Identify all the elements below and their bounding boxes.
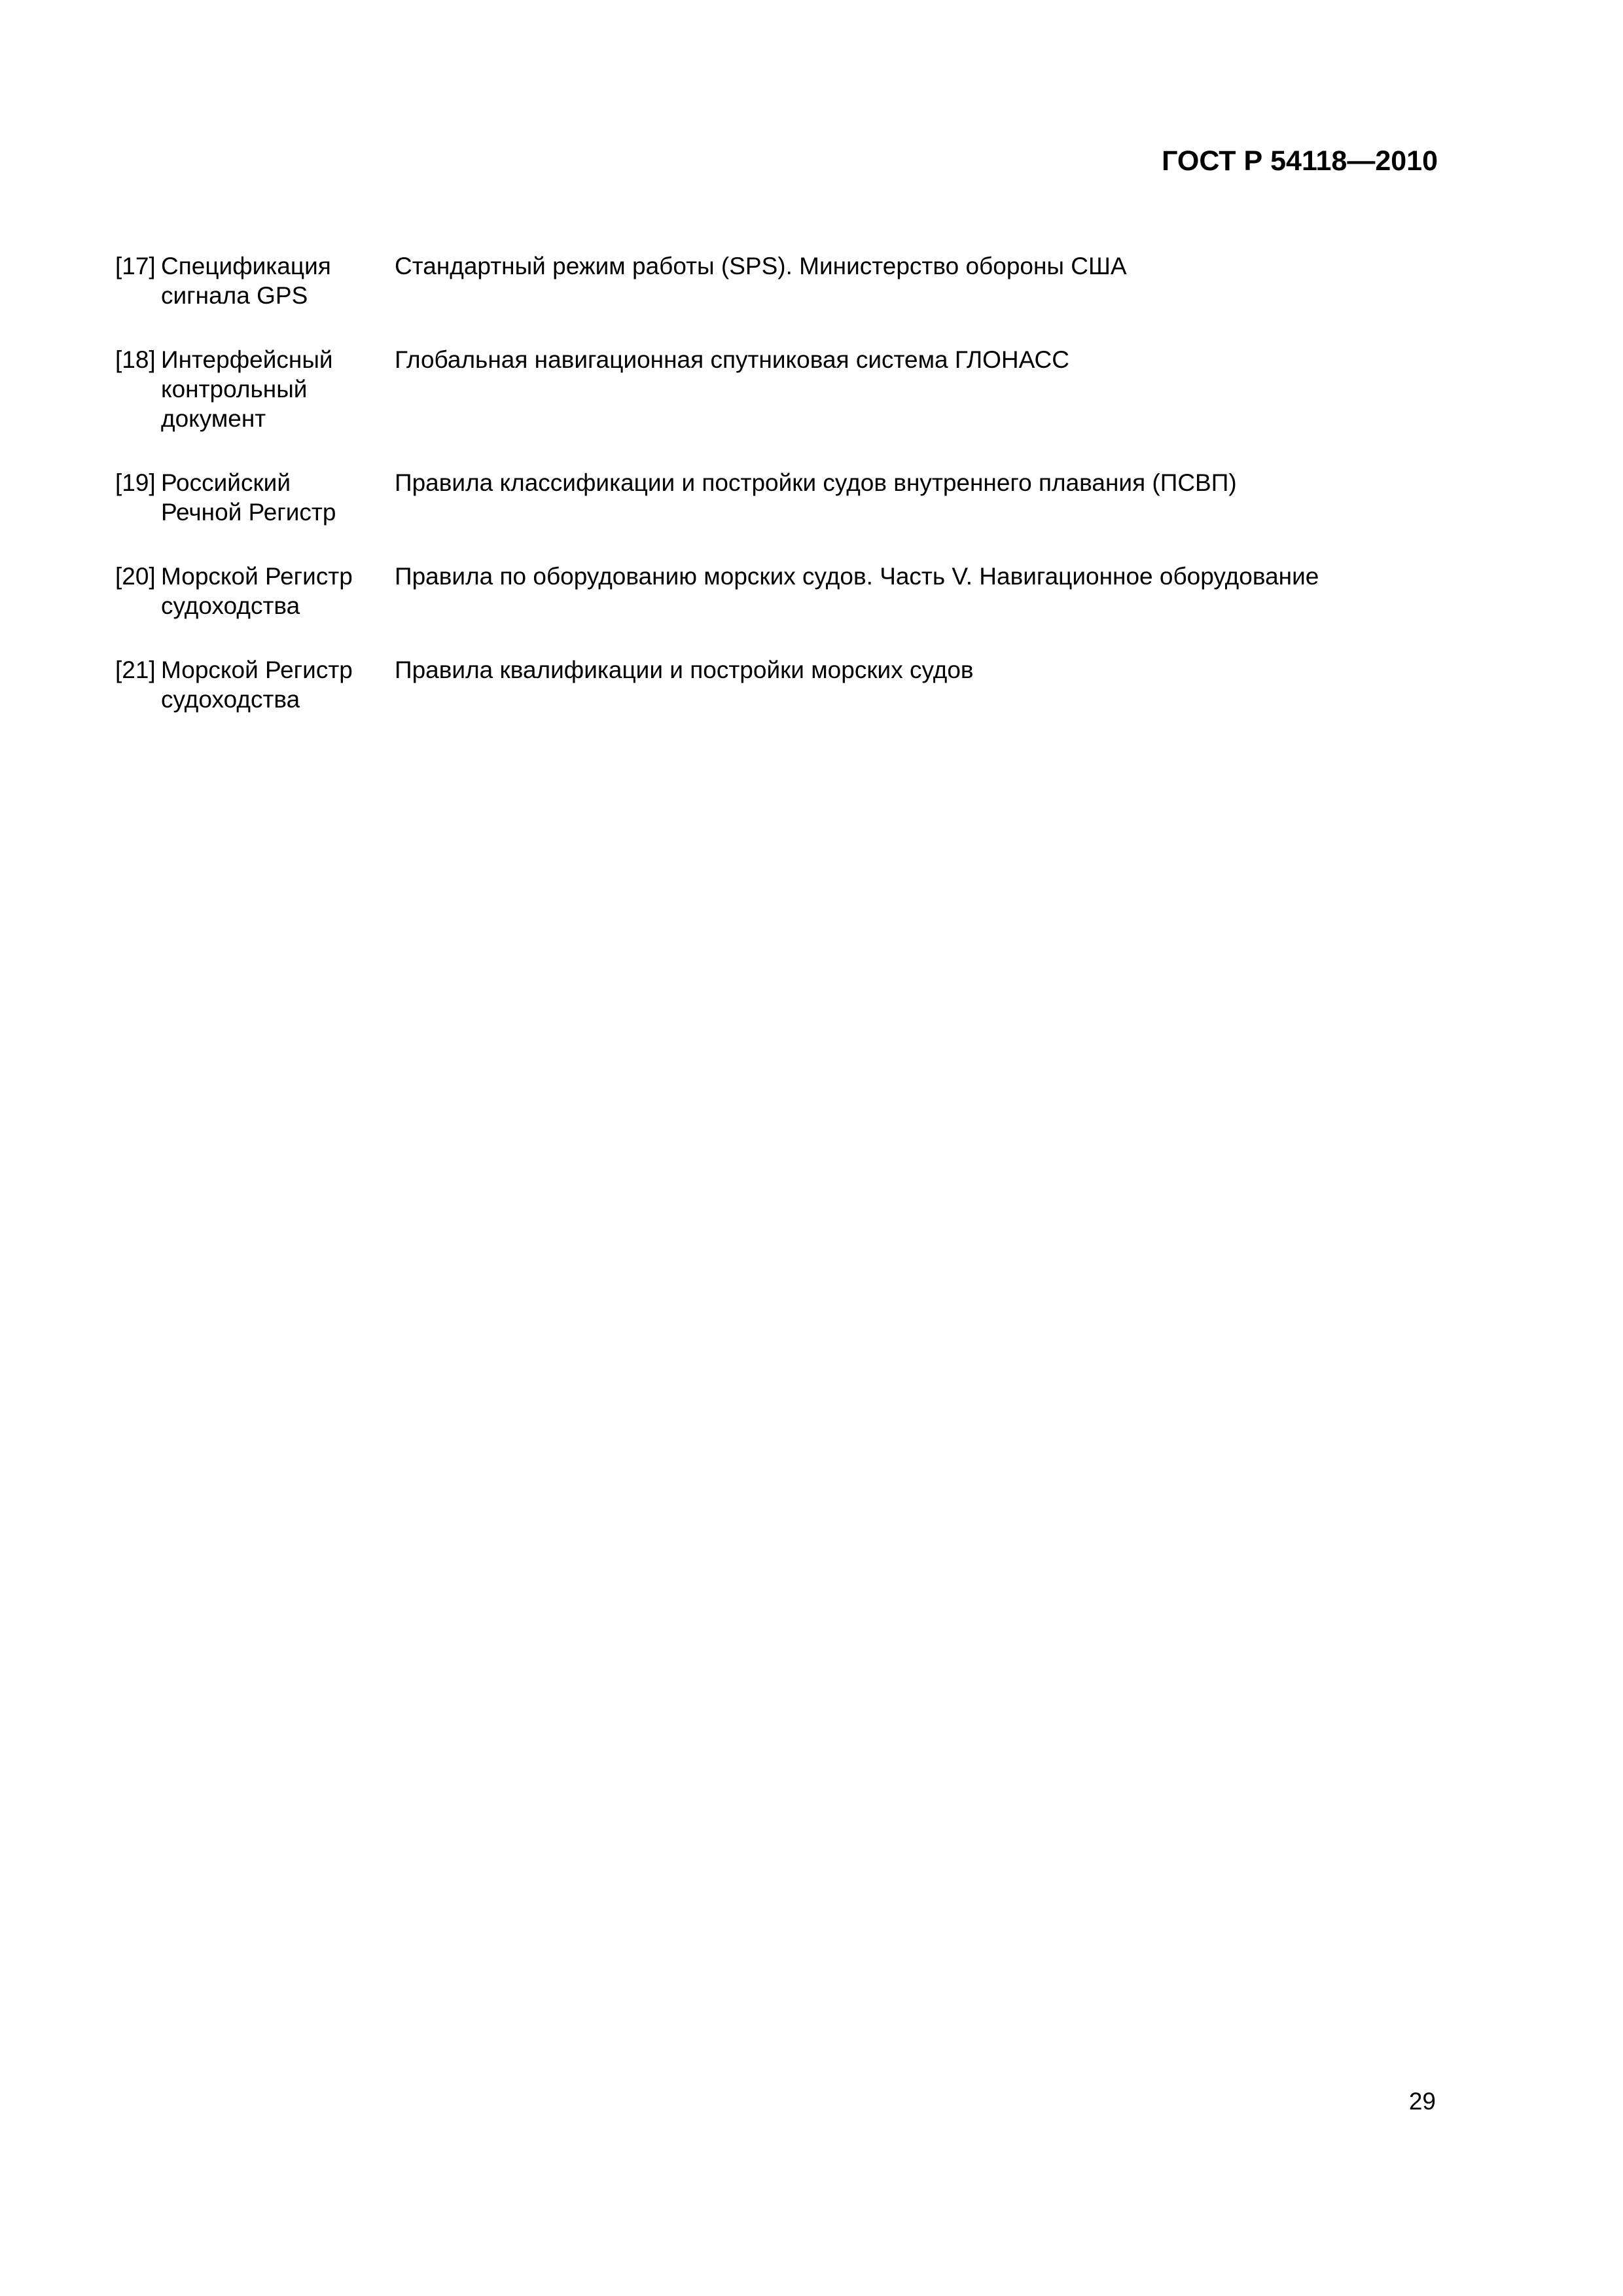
bibliography-entry <box>115 468 1424 527</box>
bibliography-list <box>115 251 1424 749</box>
entry-number: [20] <box>115 563 156 590</box>
bibliography-entry <box>115 251 1424 310</box>
bibliography-entry <box>115 562 1424 620</box>
entry-number: [17] <box>115 253 156 279</box>
entry-source: Морской Регистр судоходства <box>161 656 353 713</box>
entry-source: Российский Речной Регистр <box>161 469 336 526</box>
bibliography-entry <box>115 345 1424 433</box>
entry-source: Спецификация сигнала GPS <box>161 253 331 309</box>
entry-source: Морской Регистр судоходства <box>161 563 353 619</box>
entry-title: Глобальная навигационная спутниковая система ГЛОНАСС <box>395 346 1069 373</box>
entry-number: [21] <box>115 656 156 683</box>
entry-title: Правила квалификации и постройки морских судов <box>395 656 974 683</box>
entry-source: Интерфейсный контрольный документ <box>161 346 333 432</box>
page-number: 29 <box>1408 2088 1436 2115</box>
entry-title: Стандартный режим работы (SPS). Министерство обороны США <box>395 253 1127 279</box>
entry-title: Правила по оборудованию морских судов. Часть V. Навигационное оборудование <box>395 563 1319 590</box>
bibliography-entry <box>115 655 1424 714</box>
document-code-header: ГОСТ Р 54118—2010 <box>1162 145 1438 177</box>
entry-number: [19] <box>115 469 156 496</box>
entry-number: [18] <box>115 346 156 373</box>
entry-title: Правила классификации и постройки судов внутреннего плавания (ПСВП) <box>395 469 1237 496</box>
